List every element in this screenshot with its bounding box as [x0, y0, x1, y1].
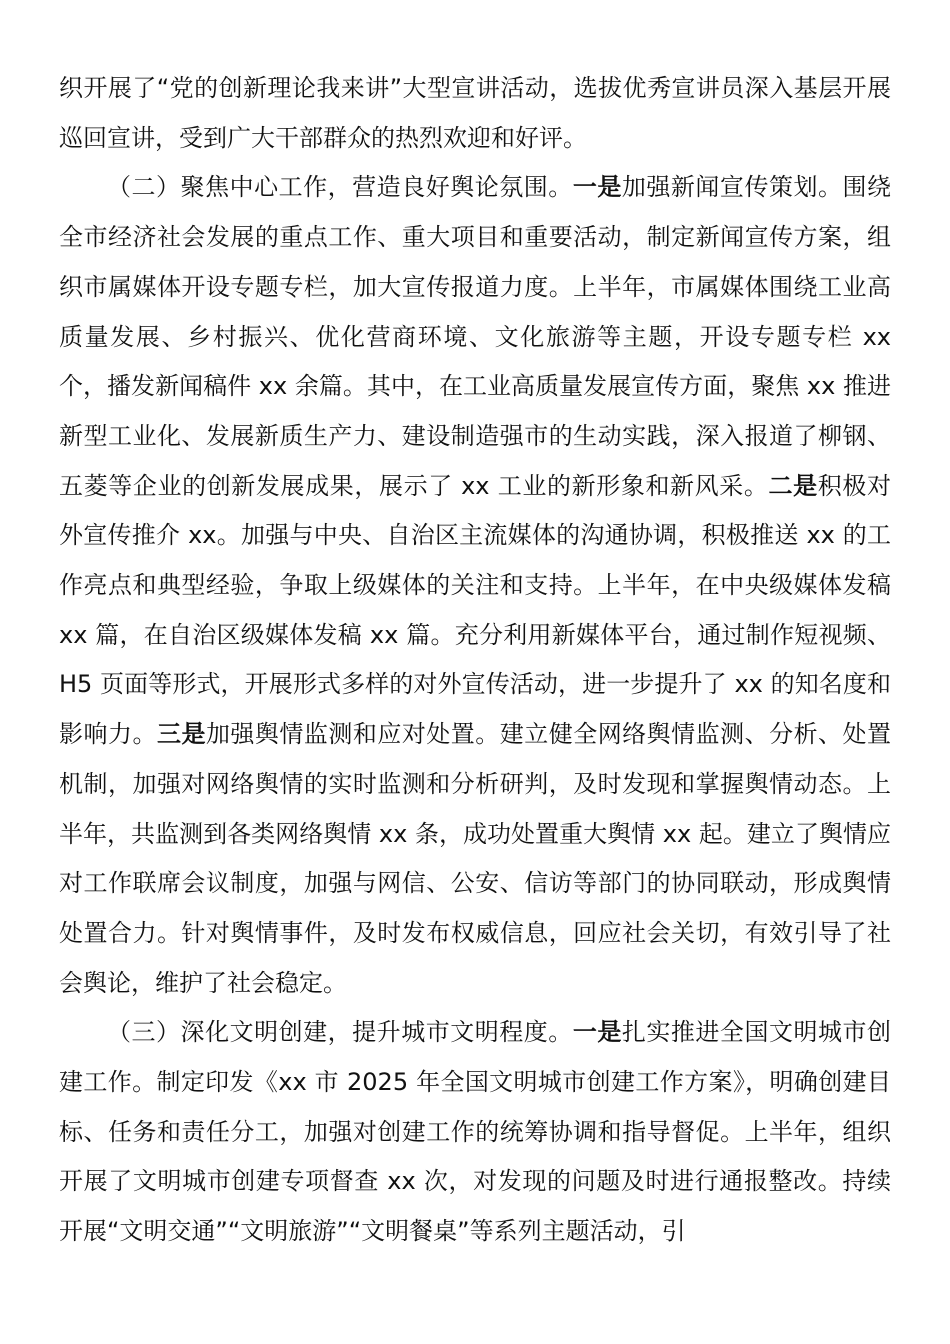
item-3-text: 加强舆情监测和应对处置。建立健全网络舆情监测、分析、处置机制，加强对网络舆情的实时监测和分析研判，及时发现和掌握舆情动态。上半年，共监测到各类网络舆情 xx 条，成功处置重大舆情 xx 起。建立了舆情应对工作联席会议制度，加强与网信、公安、信访等部门的协同联动，形成舆情处置合力。针对舆情事件，及时发布权威信息，回应社会关切，有效引导了社会舆论，维护了社会稳定。 — [59, 720, 892, 997]
section-3-heading: （三）深化文明创建，提升城市文明程度。 — [107, 1018, 573, 1047]
item-1-marker: 一是 — [572, 173, 622, 202]
item-1-text: 加强新闻宣传策划。围绕全市经济社会发展的重点工作、重大项目和重要活动，制定新闻宣传方案，组织市属媒体开设专题专栏，加大宣传报道力度。上半年，市属媒体围绕工业高质量发展、乡村振兴、优化营商环境、文化旅游等主题，开设专题专栏 xx 个，播发新闻稿件 xx 余篇。其中，在工业高质量发展宣传方面，聚焦 xx 推进新型工业化、发展新质生产力、建设制造强市的生动实践，深入报道了柳钢、五菱等企业的创新发展成果，展示了 xx 工业的新形象和新风采。 — [59, 173, 892, 500]
paragraph-civilization-building — [59, 1008, 891, 1257]
item-2-marker: 二是 — [768, 471, 818, 500]
section-3-item-1-text: 扎实推进全国文明城市创建工作。制定印发《xx 市 2025 年全国文明城市创建工作方案》，明确创建目标、任务和责任分工，加强对创建工作的统筹协调和指导督促。上半年，组织开展了文明城市创建专项督查 xx 次，对发现的问题及时进行通报整改。持续开展“文明交通”“文明旅游”“文明餐桌”等系列主题活动，引 — [59, 1018, 892, 1246]
paragraph-continued — [59, 64, 891, 163]
document-body — [59, 64, 891, 1257]
section-3-item-1-marker: 一是 — [572, 1018, 622, 1047]
item-2-text: 积极对外宣传推介 xx。加强与中央、自治区主流媒体的沟通协调，积极推送 xx 的工作亮点和典型经验，争取上级媒体的关注和支持。上半年，在中央级媒体发稿 xx 篇，在自治区级媒体发稿 xx 篇。充分利用新媒体平台，通过制作短视频、H5 页面等形式，开展形式多样的对外宣传活动，进一步提升了 xx 的知名度和影响力。 — [59, 471, 891, 749]
section-2-heading: （二）聚焦中心工作，营造良好舆论氛围。 — [107, 173, 573, 202]
paragraph-focus-center-work — [59, 163, 891, 1008]
paragraph-1-text: 织开展了“党的创新理论我来讲”大型宣讲活动，选拔优秀宣讲员深入基层开展巡回宣讲，受到广大干部群众的热烈欢迎和好评。 — [59, 74, 891, 152]
item-3-marker: 三是 — [156, 720, 206, 749]
